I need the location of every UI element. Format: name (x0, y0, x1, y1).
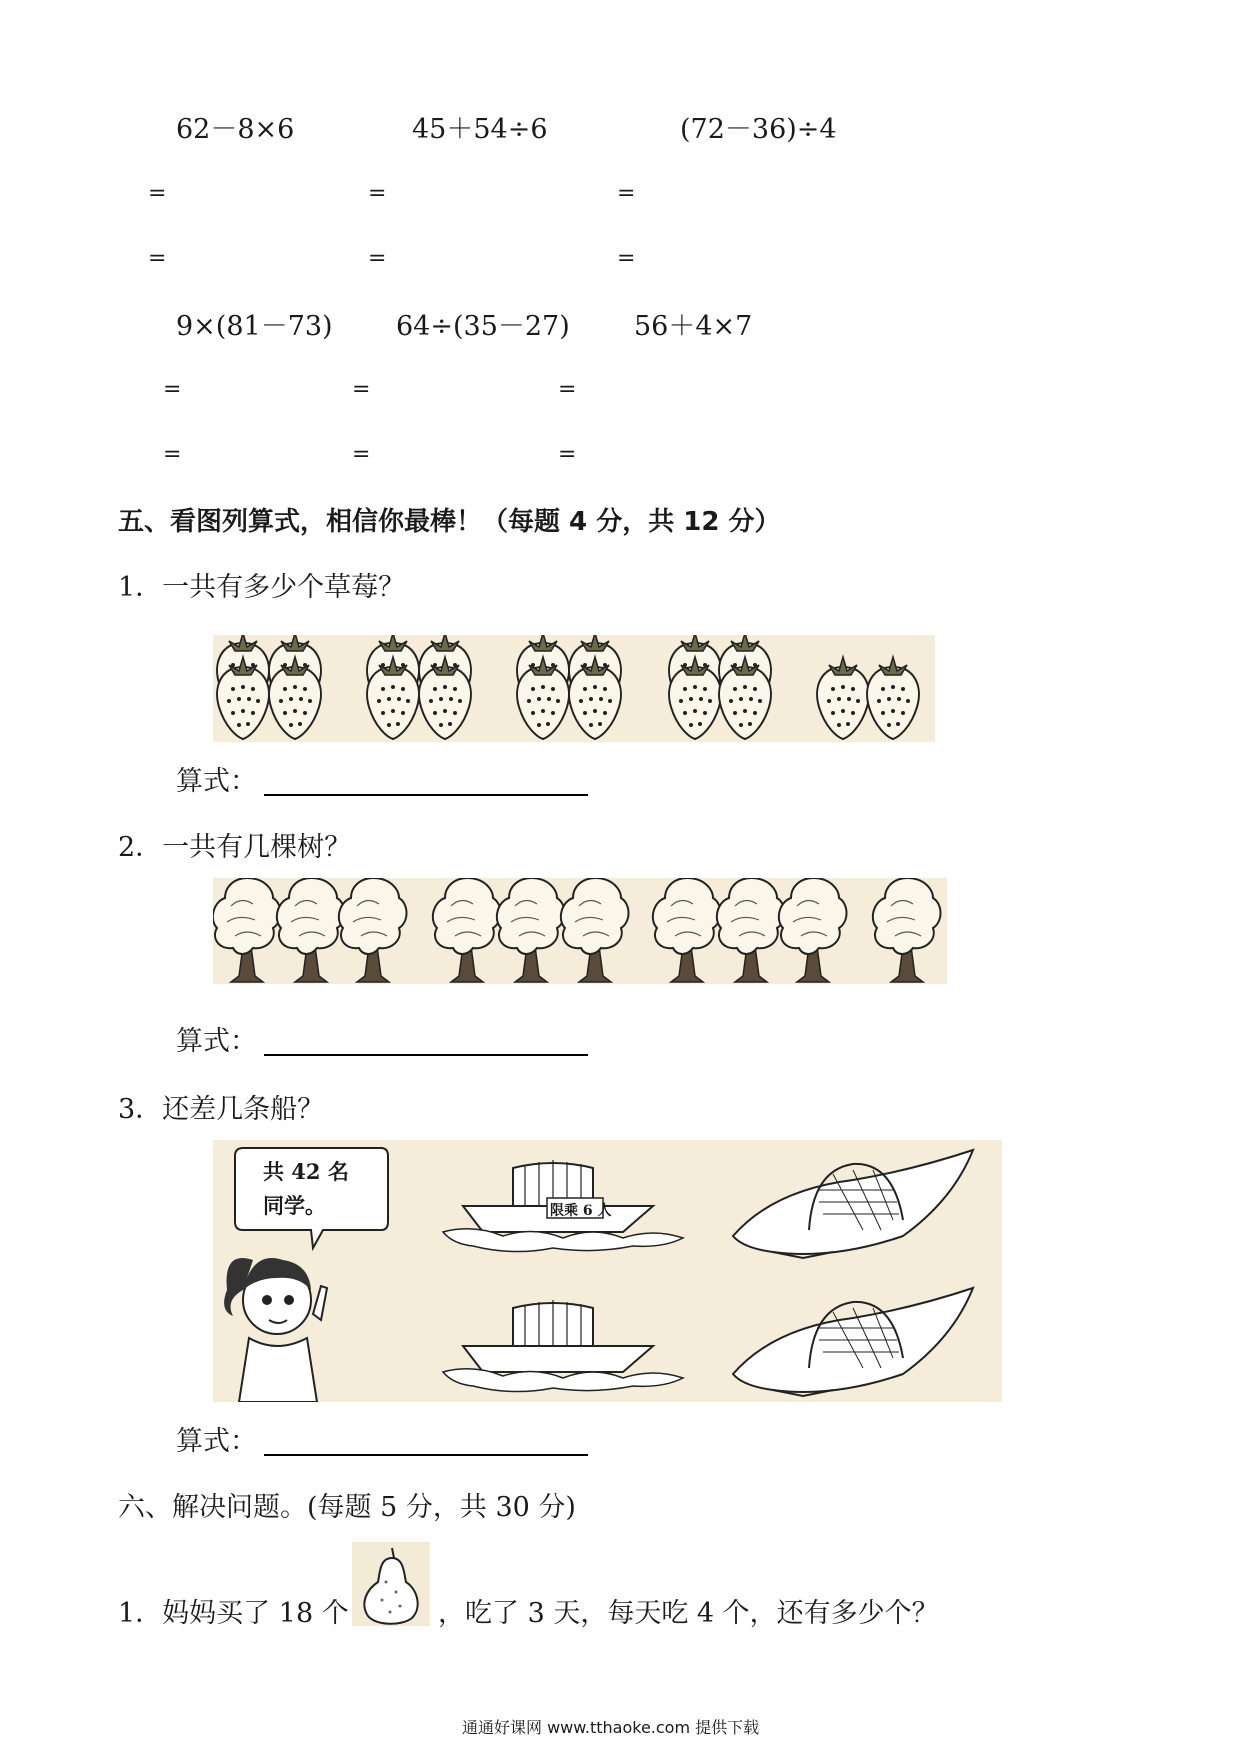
answer-label: 算式： (176, 1026, 257, 1057)
equals-sign: = (163, 377, 182, 402)
boat-sign: 限乘 6 人 (550, 1203, 612, 1219)
answer-line[interactable] (264, 794, 588, 796)
trees-image (213, 878, 947, 984)
question-6-1-part-1: 1．妈妈买了 18 个 (118, 1598, 349, 1629)
equals-sign: = (163, 442, 182, 467)
equals-sign: = (558, 377, 577, 402)
expr-1-3: (72－36)÷4 (680, 114, 837, 145)
equals-sign: = (352, 377, 371, 402)
equals-sign: = (558, 442, 577, 467)
question-5-2: 2．一共有几棵树？ (118, 832, 352, 863)
question-5-1: 1．一共有多少个草莓？ (118, 572, 406, 603)
strawberries-image (213, 635, 935, 742)
expr-2-1: 9×(81－73) (176, 311, 333, 342)
expr-1-1: 62－8×6 (176, 114, 295, 145)
answer-line[interactable] (264, 1454, 588, 1456)
section-5-heading: 五、看图列算式，相信你最棒！（每题 4 分，共 12 分） (118, 507, 781, 537)
equals-sign: = (148, 246, 167, 271)
answer-label: 算式： (176, 766, 257, 797)
boats-image (213, 1140, 1002, 1402)
section-6-heading: 六、解决问题。(每题 5 分，共 30 分) (118, 1492, 576, 1523)
equals-sign: = (617, 181, 636, 206)
equals-sign: = (368, 181, 387, 206)
speech-bubble-line-1: 共 42 名 (263, 1159, 349, 1184)
expr-1-2: 45＋54÷6 (412, 114, 548, 145)
expr-2-2: 64÷(35－27) (396, 311, 570, 342)
pear-image (352, 1542, 430, 1626)
footer-text: 通通好课网 www.tthaoke.com 提供下载 (462, 1718, 760, 1737)
speech-bubble-line-2: 同学。 (263, 1193, 326, 1218)
answer-line[interactable] (264, 1054, 588, 1056)
expr-2-3: 56＋4×7 (634, 311, 753, 342)
equals-sign: = (148, 181, 167, 206)
equals-sign: = (352, 442, 371, 467)
question-6-1-part-2: ，吃了 3 天，每天吃 4 个，还有多少个？ (438, 1598, 939, 1629)
question-5-3: 3．还差几条船？ (118, 1094, 325, 1125)
equals-sign: = (617, 246, 636, 271)
equals-sign: = (368, 246, 387, 271)
answer-label: 算式： (176, 1426, 257, 1457)
